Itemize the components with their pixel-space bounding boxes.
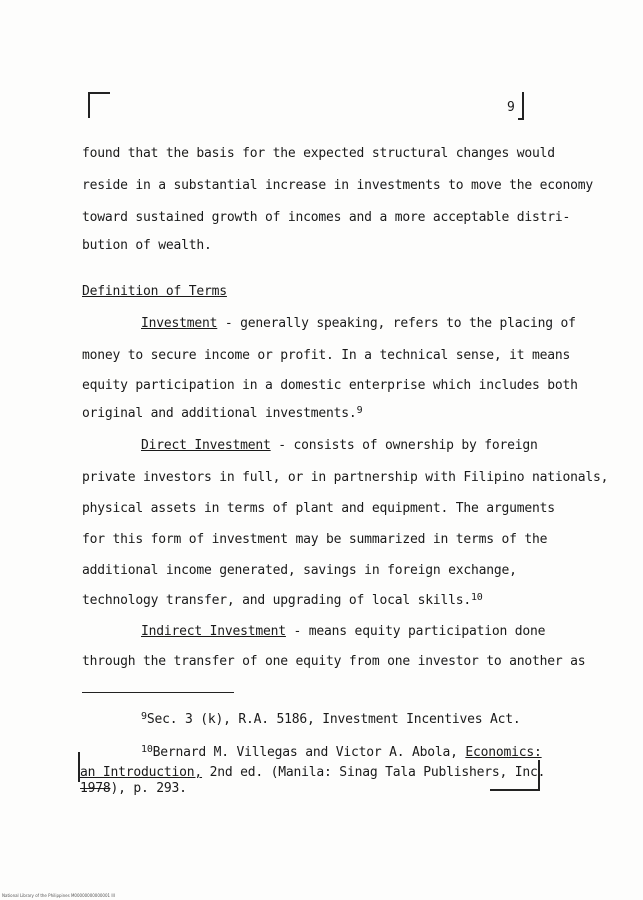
term-indirect-investment: Indirect Investment [141, 624, 286, 639]
footnote-10-page: ), p. 293. [110, 781, 187, 796]
investment-definition-line [141, 316, 576, 331]
bottom-right-crop-mark-foot [490, 789, 540, 791]
investment-text: - generally speaking, refers to the placing of [217, 316, 576, 331]
footnote-9-number: 9 [141, 711, 147, 722]
body-line: private investors in full, or in partnership with Filipino nationals, [82, 470, 609, 485]
top-left-crop-mark [88, 92, 110, 118]
body-line: found that the basis for the expected structural changes would [82, 146, 555, 161]
direct-investment-definition-line [141, 438, 538, 453]
archive-footer-mark: National Library of the Philippines M00000000000001 III [2, 893, 115, 898]
footnote-ref-9: 9 [356, 405, 363, 416]
top-right-crop-mark-foot [518, 118, 524, 120]
body-line: reside in a substantial increase in investments to move the economy [82, 178, 593, 193]
page-number: 9 [507, 100, 515, 115]
indirect-investment-definition-line [141, 624, 545, 639]
term-investment: Investment [141, 316, 218, 331]
footnote-9 [141, 712, 521, 727]
footnote-10-number: 10 [141, 744, 153, 755]
footnote-10-end [80, 781, 187, 796]
direct-last-line [82, 593, 483, 608]
bottom-right-crop-mark [538, 760, 540, 790]
section-heading: Definition of Terms [82, 284, 227, 299]
direct-text: - consists of ownership by foreign [270, 438, 538, 453]
term-direct-investment: Direct Investment [141, 438, 271, 453]
footnote-10-title: Economics: [465, 745, 542, 760]
body-line: for this form of investment may be summarized in terms of the [82, 532, 548, 547]
footnote-10-publisher: 2nd ed. (Manila: Sinag Tala Publishers, Inc. [202, 765, 546, 780]
footnote-10-year: 1978 [80, 781, 111, 796]
footnote-10-title-cont: an Introduction, [80, 765, 203, 780]
investment-last-line [82, 406, 362, 421]
footnote-separator [82, 692, 234, 693]
footnote-ref-10: 10 [470, 592, 483, 603]
direct-text: technology transfer, and upgrading of local skills. [82, 593, 471, 608]
body-line: toward sustained growth of incomes and a more acceptable distri- [82, 210, 571, 225]
indirect-text: - means equity participation done [285, 624, 546, 639]
footnote-9-text: Sec. 3 (k), R.A. 5186, Investment Incentives Act. [146, 712, 521, 727]
body-line: additional income generated, savings in foreign exchange, [82, 563, 517, 578]
investment-text: original and additional investments. [82, 406, 357, 421]
footnote-10-continued [80, 765, 545, 780]
footnote-10-authors: Bernard M. Villegas and Victor A. Abola, [152, 745, 466, 760]
body-line: physical assets in terms of plant and equipment. The arguments [82, 501, 555, 516]
body-line: equity participation in a domestic enterprise which includes both [82, 378, 578, 393]
footnote-10 [141, 745, 542, 760]
body-line: money to secure income or profit. In a technical sense, it means [82, 348, 571, 363]
body-line: bution of wealth. [82, 238, 212, 253]
body-line: through the transfer of one equity from one investor to another as [82, 654, 586, 669]
top-right-crop-mark [522, 92, 524, 120]
